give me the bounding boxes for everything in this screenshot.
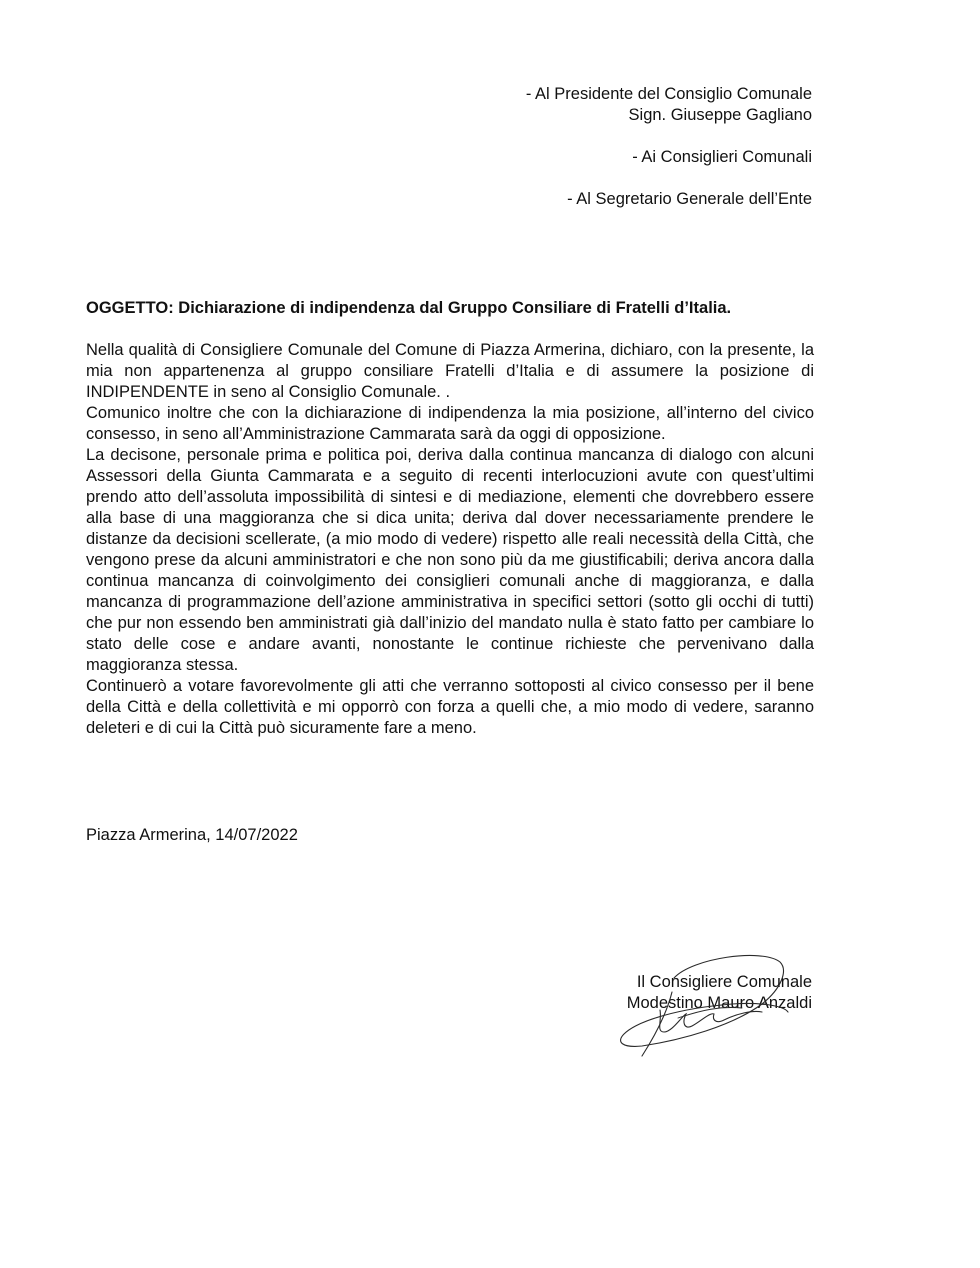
- body-paragraph-reasons: La decisone, personale prima e politica poi, deriva dalla continua mancanza di dialogo con alcuni Assessori della Giunta Cammarata e a seguito di recenti interlocuzioni avute con quest’ultimi prendo atto dell’assoluta impossibilità di sintesi e di mediazione, elementi che dovrebbero essere alla base di una maggioranza che si dica unita; deriva dal dover necessariamente prendere le distanze da decisioni scellerate, (a mio modo di vedere) rispetto alle reali necessità della Città, che vengono prese da alcuni amministratori e che non sono più da me giustificabili; deriva ancora dalla continua mancanza di coinvolgimento dei consiglieri comunali anche di maggioranza, e dalla mancanza di programmazione dell’azione amministrativa in specifici settori (sotto gli occhi di tutti) che pur non essendo ben amministrati già dall’inizio del mandato nulla è stato fatto per cambiare lo stato delle cose e andare avanti, nonostante le continue richieste che pervenivano dalla maggioranza stessa.: [86, 446, 814, 674]
- body-paragraph-voting: Continuerò a votare favorevolmente gli atti che verranno sottoposti al civico consesso per il bene della Città e della collettività e mi opporrò con forza a quelli che, a mio modo di vedere, saranno deleteri e di cui la Città può sicuramente fare a meno.: [86, 677, 814, 737]
- letter-subject: OGGETTO: Dichiarazione di indipendenza dal Gruppo Consiliare di Fratelli d’Italia.: [86, 299, 732, 317]
- signer-name: Modestino Mauro Anzaldi: [626, 994, 812, 1012]
- place-date: Piazza Armerina, 14/07/2022: [86, 826, 298, 844]
- recipient-president-name: Sign. Giuseppe Gagliano: [628, 106, 812, 124]
- recipient-president: - Al Presidente del Consiglio Comunale: [525, 85, 812, 103]
- signature-block: [492, 972, 812, 1014]
- signer-title: Il Consigliere Comunale: [636, 973, 812, 991]
- body-paragraph-declaration: Nella qualità di Consigliere Comunale del Comune di Piazza Armerina, dichiaro, con la presente, la mia non appartenenza al gruppo consiliare Fratelli d’Italia e di assumere la posizione di INDIPENDENTE in seno al Consiglio Comunale. .: [86, 341, 814, 401]
- recipient-secretary: - Al Segretario Generale dell’Ente: [567, 190, 812, 208]
- letter-body: [86, 340, 814, 739]
- recipients-block: [312, 84, 812, 210]
- body-paragraph-opposition: Comunico inoltre che con la dichiarazione di indipendenza la mia posizione, all’interno del civico consesso, in seno all’Amministrazione Cammarata sarà da oggi di opposizione.: [86, 404, 814, 443]
- recipient-councillors: - Ai Consiglieri Comunali: [632, 148, 812, 166]
